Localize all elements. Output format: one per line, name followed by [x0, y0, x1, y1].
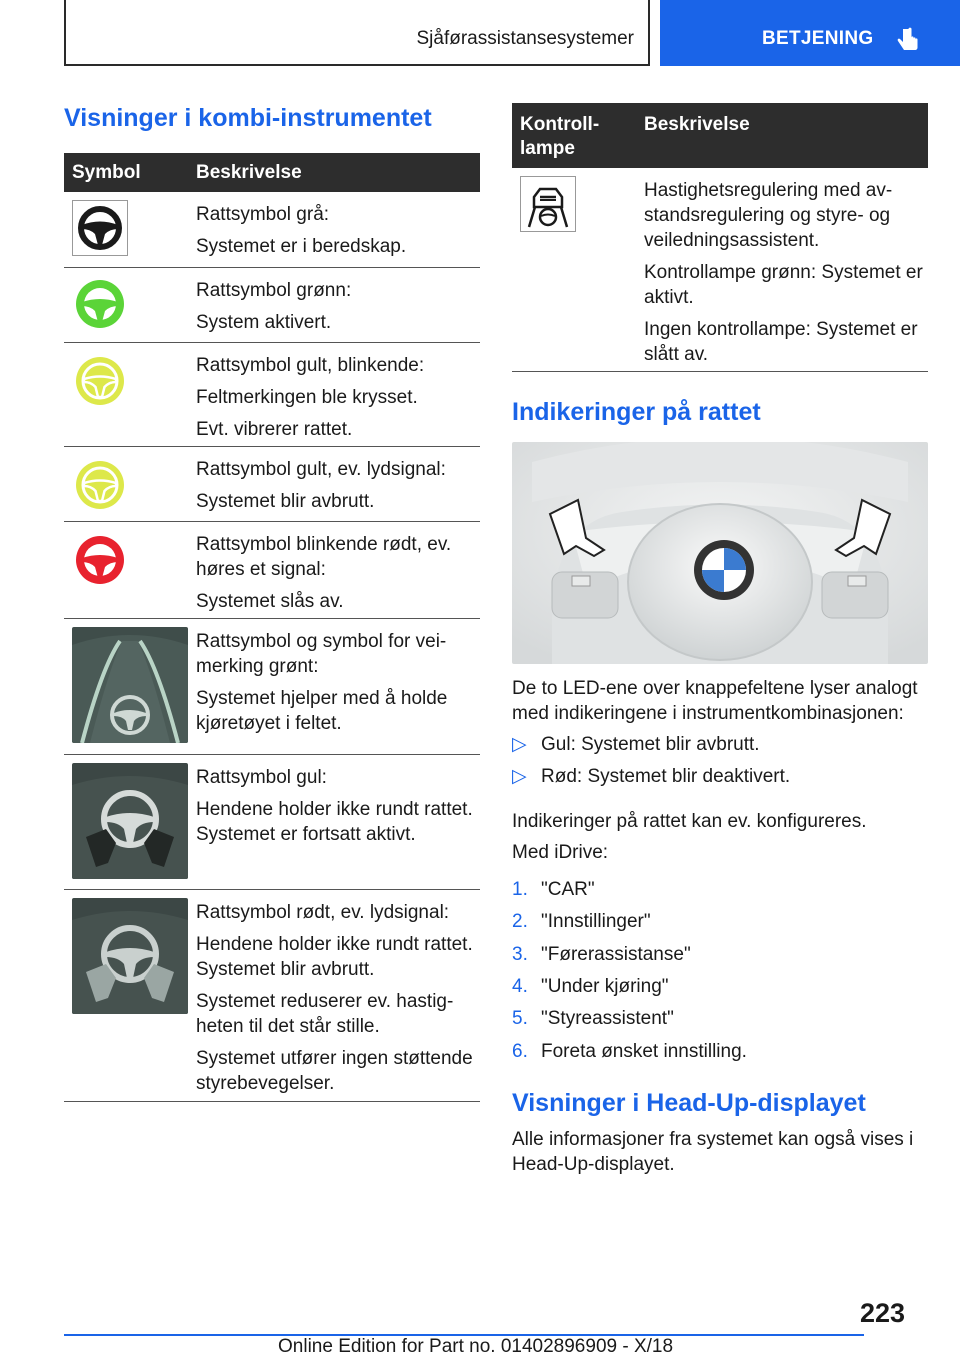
- row-line: Systemet hjelper med å holde kjøretøyet i feltet.: [196, 688, 448, 734]
- steering-wheel-red-icon: [72, 532, 128, 588]
- row-line: Systemet slås av.: [196, 591, 344, 612]
- step-text: Foreta ønsket innstilling.: [541, 1041, 747, 1062]
- step-number: 3.: [512, 944, 528, 965]
- row-line: Ingen kontrollampe: Systemet er slått av.: [644, 319, 918, 365]
- steering-wheel-yellow-icon: [72, 457, 128, 513]
- row-line: Rattsymbol og symbol for veimerking grønt:: [196, 631, 447, 677]
- col-header-control-lamp: Kontrolllampe: [520, 114, 600, 159]
- table-row: [64, 192, 480, 268]
- step-text: "Førerassistanse": [541, 944, 691, 965]
- header-section-title: Sjåførassistansesystemer: [416, 28, 634, 49]
- table-row: [64, 890, 480, 1102]
- table-row: [64, 268, 480, 343]
- step-text: "Innstillinger": [541, 911, 651, 932]
- hands-off-red-display-icon: [72, 898, 188, 1014]
- header-chapter-title: BETJENING: [762, 28, 874, 49]
- row-line: Rattsymbol rødt, ev. lydsignal:: [196, 902, 450, 923]
- row-line: Systemet blir avbrutt.: [196, 491, 375, 512]
- row-line: Kontrollampe grønn: Systemet er aktivt.: [644, 262, 923, 308]
- paragraph: Med iDrive:: [512, 842, 609, 863]
- row-line: Rattsymbol blinkende rødt, ev. høres et signal:: [196, 534, 452, 580]
- row-line: Hastighetsregulering med avstandsregulering og styre- og veiledningsassistent.: [644, 180, 893, 251]
- paragraph: De to LED-ene over knappefeltene lyser analogt med indikeringene i instrumentkombinasjonen:: [512, 678, 918, 724]
- table-row: [64, 522, 480, 619]
- table-row: [64, 619, 480, 755]
- edition-note: Online Edition for Part no. 01402896909 - X/18: [278, 1336, 674, 1357]
- triangle-bullet-icon: ▷: [512, 766, 527, 787]
- table-row: [64, 447, 480, 522]
- bullet-text: Rød: Systemet blir deaktivert.: [541, 766, 791, 787]
- step-number: 2.: [512, 911, 528, 932]
- distance-steering-assist-icon: [520, 176, 576, 232]
- steering-wheel-yellow-icon: [72, 353, 128, 409]
- col-header-description: Beskrivelse: [644, 114, 750, 135]
- row-line: Systemet utfører ingen støttende styrebevegelser.: [196, 1048, 473, 1094]
- row-line: System aktivert.: [196, 312, 332, 333]
- section-heading-kombi: Visninger i kombi-instrumentet: [64, 104, 432, 132]
- table-header: [512, 103, 928, 168]
- row-line: Feltmerkingen ble krysset.: [196, 387, 418, 408]
- paragraph: Alle informasjoner fra systemet kan også vises i Head-Up-displayet.: [512, 1129, 914, 1175]
- paragraph: Indikeringer på rattet kan ev. konfigureres.: [512, 811, 867, 832]
- row-line: Systemet er i beredskap.: [196, 236, 407, 257]
- steering-wheel-photo: [512, 442, 928, 664]
- steering-wheel-green-icon: [72, 276, 128, 332]
- row-line: Hendene holder ikke rundt rattet. Systemet blir avbrutt.: [196, 934, 473, 980]
- row-line: Rattsymbol grå:: [196, 204, 330, 225]
- step-number: 1.: [512, 879, 528, 900]
- step-text: "CAR": [541, 879, 595, 900]
- step-number: 4.: [512, 976, 528, 997]
- header-section-box: [64, 0, 650, 66]
- step-number: 5.: [512, 1008, 528, 1029]
- section-heading-hud: Visninger i Head-Up-displayet: [512, 1089, 866, 1117]
- section-heading-rattet: Indikeringer på rattet: [512, 398, 761, 426]
- step-text: "Styreassistent": [541, 1008, 674, 1029]
- row-line: Rattsymbol gult, ev. lydsignal:: [196, 459, 446, 480]
- steering-wheel-grey-icon: [72, 200, 128, 256]
- row-line: Rattsymbol gul:: [196, 767, 327, 788]
- lane-steering-display-icon: [72, 627, 188, 743]
- col-header-symbol: Symbol: [72, 162, 141, 183]
- table-header: [64, 153, 480, 192]
- row-line: Systemet reduserer ev. hastigheten til det står stille.: [196, 991, 454, 1037]
- table-row: [512, 168, 928, 372]
- hand-pointer-icon: [896, 27, 920, 53]
- table-row: [64, 755, 480, 890]
- row-line: Evt. vibrerer rattet.: [196, 419, 353, 440]
- page-number: 223: [860, 1298, 906, 1328]
- table-row: [64, 343, 480, 447]
- step-number: 6.: [512, 1041, 528, 1062]
- row-line: Hendene holder ikke rundt rattet. Systemet er fortsatt aktivt.: [196, 799, 473, 845]
- hands-off-yellow-display-icon: [72, 763, 188, 879]
- step-text: "Under kjøring": [541, 976, 669, 997]
- row-line: Rattsymbol gult, blinkende:: [196, 355, 425, 376]
- row-line: Rattsymbol grønn:: [196, 280, 352, 301]
- header-chapter-box: [660, 0, 960, 66]
- col-header-description: Beskrivelse: [196, 162, 302, 183]
- triangle-bullet-icon: ▷: [512, 734, 527, 755]
- bullet-text: Gul: Systemet blir avbrutt.: [541, 734, 760, 755]
